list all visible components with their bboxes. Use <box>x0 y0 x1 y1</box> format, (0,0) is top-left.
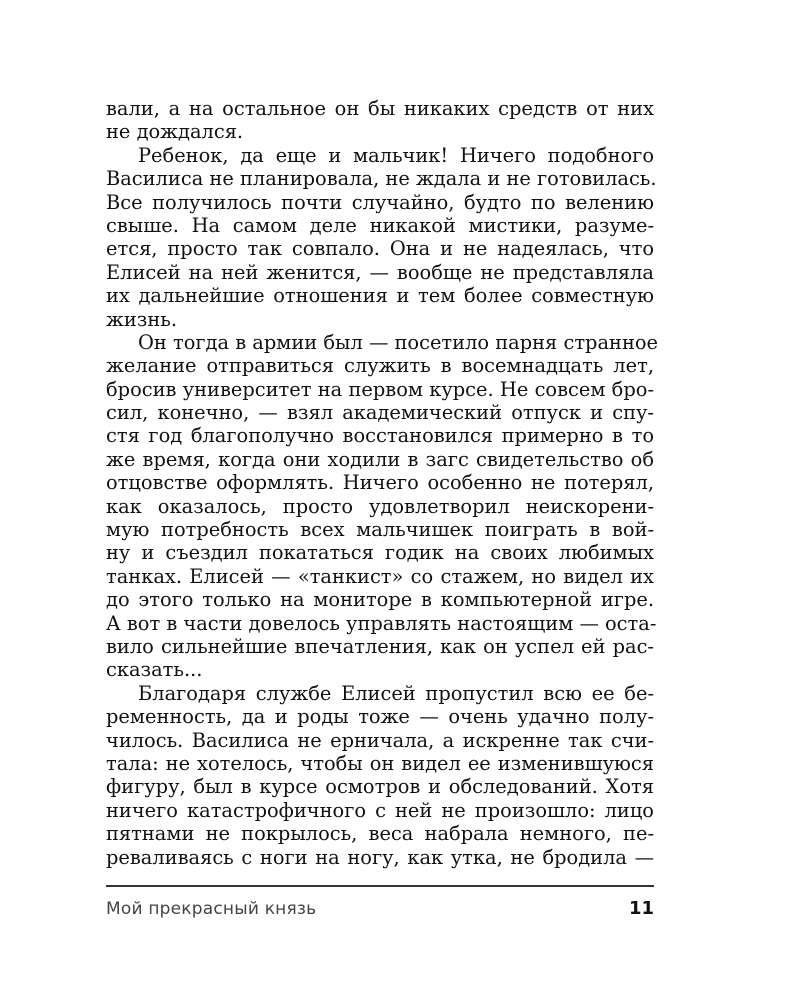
text-line: ничего катастрофичного с ней не произошло: лицо <box>106 798 654 822</box>
text-line: реваливаясь с ноги на ногу, как утка, не бродила — <box>106 845 654 869</box>
text-line: вали, а на остальное он бы никаких средств от них <box>106 97 654 120</box>
text-line: вило сильнейшие впечатления, как он успел ей рас- <box>106 634 654 658</box>
text-line: Ребенок, да еще и мальчик! Ничего подобного <box>138 143 654 167</box>
footer-divider <box>106 885 654 887</box>
text-line: ется, просто так совпало. Она и не надеялась, что <box>106 237 654 261</box>
text-line: Благодаря службе Елисей пропустил всю ее бе- <box>138 681 654 705</box>
page-number: 11 <box>628 898 654 919</box>
text-line: А вот в части довелось управлять настоящим — оста- <box>106 611 657 635</box>
text-line: свыше. На самом деле никакой мистики, разуме- <box>106 213 654 237</box>
text-line: отцовстве оформлять. Ничего особенно не потерял, <box>106 471 654 495</box>
text-line: до этого только на мониторе в компьютерной игре. <box>106 588 654 612</box>
text-line: сил, конечно, — взял академический отпуск и спу- <box>106 401 654 425</box>
text-line: не дождался. <box>106 120 244 144</box>
text-line: ременность, да и роды тоже — очень удачно полу- <box>106 705 654 729</box>
text-line: же время, когда они ходили в загс свидетельство об <box>106 447 654 471</box>
text-line: стя год благополучно восстановился примерно в то <box>106 424 654 448</box>
text-line: желание отправиться служить в восемнадцать лет, <box>106 354 654 378</box>
text-line: бросив университет на первом курсе. Не совсем бро- <box>106 377 654 401</box>
text-line: Все получилось почти случайно, будто по велению <box>106 190 654 214</box>
running-title: Мой прекрасный князь <box>106 899 317 919</box>
text-line: жизнь. <box>106 307 177 331</box>
body-text <box>106 97 659 869</box>
text-line: ну и съездил покататься годик на своих любимых <box>106 541 654 565</box>
text-line: танках. Елисей — «танкист» со стажем, но видел их <box>106 564 654 588</box>
text-line: как оказалось, просто удовлетворил неискорени- <box>106 494 654 518</box>
text-line: сказать... <box>106 658 203 682</box>
text-line: тала: не хотелось, чтобы он видел ее изменившуюся <box>106 751 654 775</box>
text-line: чилось. Василиса не ерничала, а искренне так счи- <box>106 728 654 752</box>
text-line: мую потребность всех мальчишек поиграть в вой- <box>106 518 654 542</box>
text-line: пятнами не покрылось, веса набрала немного, пе- <box>106 822 654 846</box>
text-line: Елисей на ней женится, — вообще не представляла <box>106 260 654 284</box>
text-line: их дальнейшие отношения и тем более совместную <box>106 284 654 308</box>
text-line: фигуру, был в курсе осмотров и обследований. Хотя <box>106 775 654 799</box>
text-line: Василиса не планировала, не ждала и не готовилась. <box>106 167 657 191</box>
text-line: Он тогда в армии был — посетило парня странное <box>138 330 659 354</box>
